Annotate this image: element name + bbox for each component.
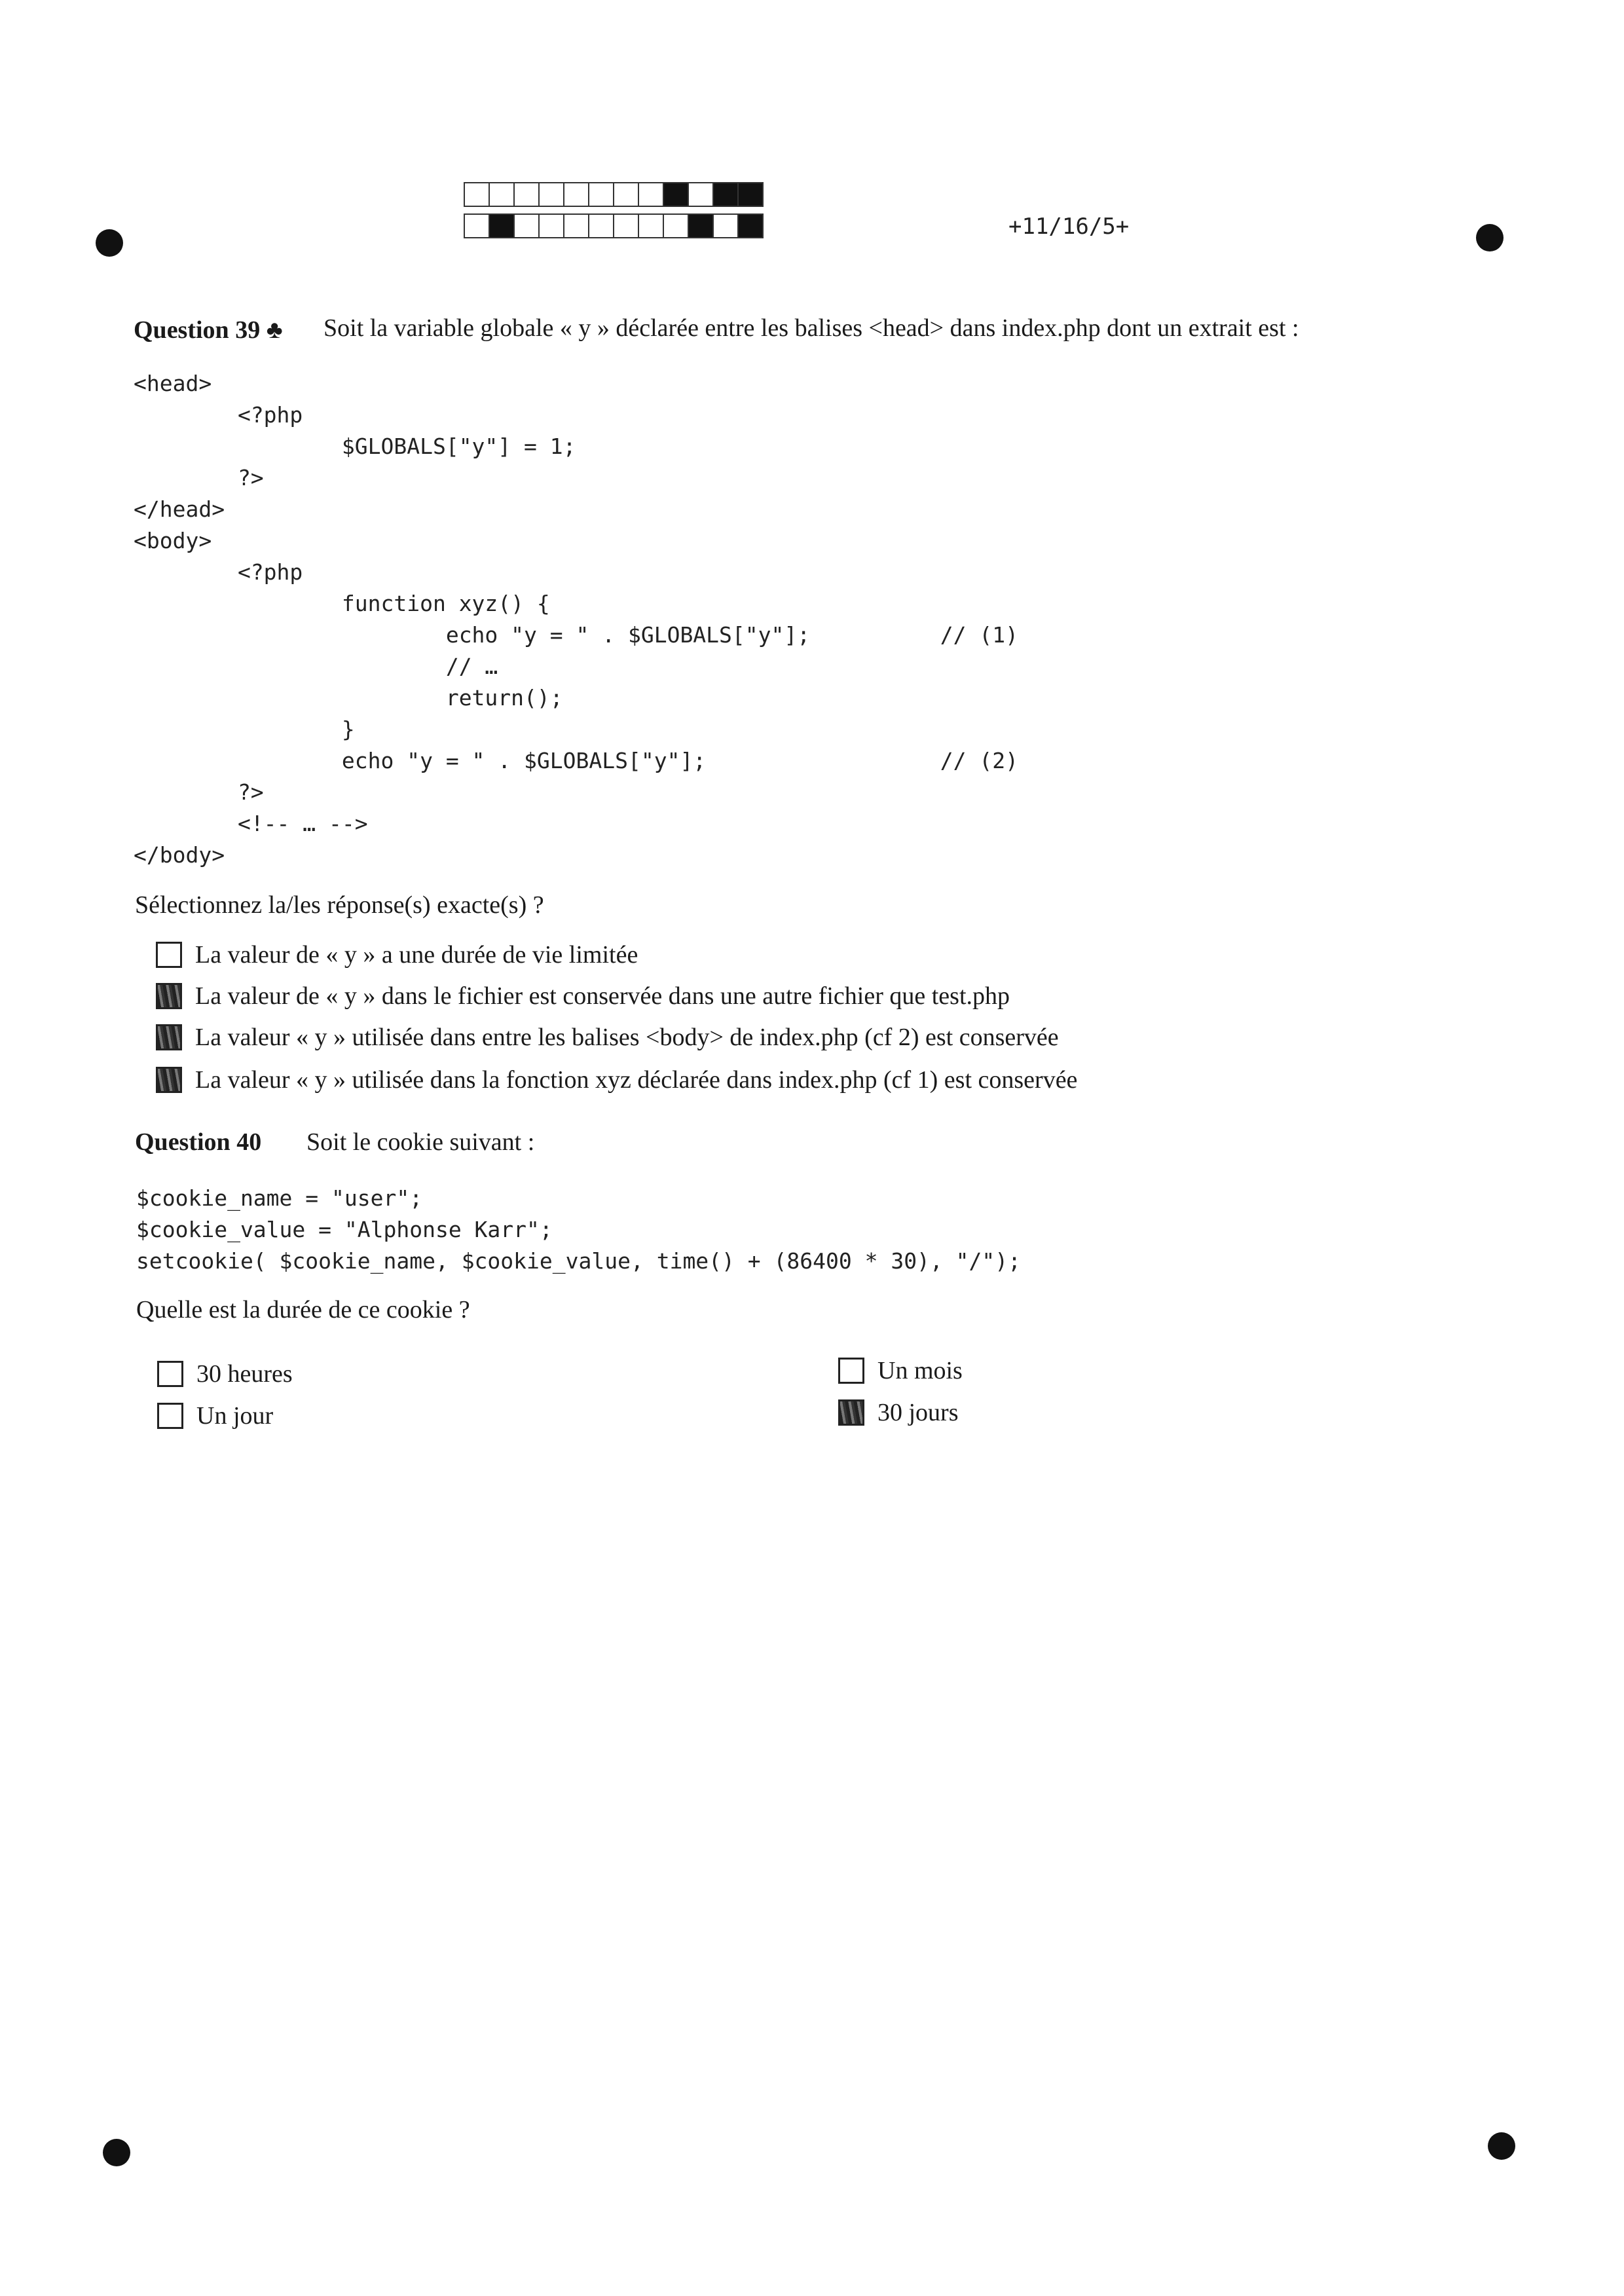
barcode-cell-empty	[513, 213, 540, 238]
question-40-prompt: Soit le cookie suivant :	[306, 1128, 535, 1156]
q40-option-1-checkbox[interactable]	[157, 1361, 183, 1387]
q40-option-3[interactable]	[838, 1356, 963, 1385]
q39-option-2-label: La valeur de « y » dans le fichier est conservée dans une autre fichier que test.php	[195, 982, 1010, 1010]
registration-mark-bottom-right	[1488, 2132, 1515, 2160]
q40-option-4-label: 30 jours	[877, 1399, 959, 1426]
barcode-cell-filled	[712, 182, 739, 207]
barcode-cell-empty	[464, 213, 490, 238]
q40-option-2[interactable]	[157, 1401, 273, 1430]
barcode-cell-filled	[688, 213, 714, 238]
page-code: +11/16/5+	[1008, 213, 1130, 240]
barcode-cell-empty	[513, 182, 540, 207]
q39-option-1-checkbox[interactable]	[156, 942, 182, 968]
barcode-row	[464, 182, 762, 207]
question-39-header	[134, 316, 283, 344]
barcode-cell-empty	[563, 213, 589, 238]
q39-option-4-label: La valeur « y » utilisée dans la fonction xyz déclarée dans index.php (cf 1) est conservée	[195, 1066, 1078, 1094]
barcode-row	[464, 213, 762, 238]
barcode-cell-empty	[489, 182, 515, 207]
question-39-code: <head> <?php $GLOBALS["y"] = 1; ?> </head> <body> <?php function xyz() { echo "y = " . $GLOBALS["y"]; // (1) // … return(); } echo "y = " . $GLOBALS["y"]; // (2) ?> <!-- … --> </body>	[134, 371, 1019, 868]
q39-option-4-checkbox[interactable]	[156, 1067, 182, 1093]
registration-mark-bottom-left	[103, 2139, 130, 2166]
barcode-cell-empty	[613, 213, 639, 238]
barcode-cell-empty	[538, 182, 564, 207]
question-40-header	[135, 1128, 261, 1157]
question-40-code: $cookie_name = "user"; $cookie_value = "Alphonse Karr"; setcookie( $cookie_name, $cookie_value, time() + (86400 * 30), "/");	[136, 1185, 1022, 1274]
q39-option-1-label: La valeur de « y » a une durée de vie limitée	[195, 941, 638, 969]
q39-option-3[interactable]	[156, 1023, 1059, 1052]
q40-option-4[interactable]	[838, 1398, 959, 1427]
q40-option-3-checkbox[interactable]	[838, 1358, 864, 1384]
q40-option-2-checkbox[interactable]	[157, 1403, 183, 1429]
registration-mark-top-left	[96, 229, 123, 257]
q40-option-4-checkbox[interactable]	[838, 1399, 864, 1426]
barcode-cell-empty	[613, 182, 639, 207]
q39-option-3-checkbox[interactable]	[156, 1024, 182, 1050]
question-39-label: Question 39	[134, 316, 261, 344]
q40-option-2-label: Un jour	[196, 1402, 274, 1430]
barcode-cell-filled	[663, 182, 689, 207]
barcode-cell-empty	[688, 182, 714, 207]
barcode-cell-filled	[489, 213, 515, 238]
barcode-cell-empty	[464, 182, 490, 207]
barcode-cell-empty	[563, 182, 589, 207]
barcode-cell-filled	[737, 182, 764, 207]
club-suit-icon: ♣	[266, 316, 283, 344]
q39-option-3-label: La valeur « y » utilisée dans entre les balises <body> de index.php (cf 2) est conservée	[195, 1024, 1059, 1051]
question-40-label: Question 40	[135, 1128, 262, 1156]
barcode-cell-filled	[737, 213, 764, 238]
q39-option-2-checkbox[interactable]	[156, 983, 182, 1009]
barcode-cell-empty	[588, 213, 614, 238]
question-40-instruction: Quelle est la durée de ce cookie ?	[136, 1296, 470, 1324]
barcode-cell-empty	[638, 182, 664, 207]
registration-mark-top-right	[1476, 224, 1504, 251]
barcode-cell-empty	[638, 213, 664, 238]
barcode-cell-empty	[538, 213, 564, 238]
q39-option-2[interactable]	[156, 982, 1010, 1010]
barcode-cell-empty	[712, 213, 739, 238]
q40-option-1-label: 30 heures	[196, 1360, 293, 1388]
barcode-cell-empty	[663, 213, 689, 238]
question-39-instruction: Sélectionnez la/les réponse(s) exacte(s) ?	[135, 891, 544, 919]
question-39-prompt: Soit la variable globale « y » déclarée entre les balises <head> dans index.php dont un extrait est :	[323, 314, 1299, 342]
q39-option-4[interactable]	[156, 1065, 1077, 1094]
q40-option-3-label: Un mois	[877, 1357, 963, 1384]
q39-option-1[interactable]	[156, 940, 638, 969]
barcode-cell-empty	[588, 182, 614, 207]
q40-option-1[interactable]	[157, 1360, 293, 1388]
